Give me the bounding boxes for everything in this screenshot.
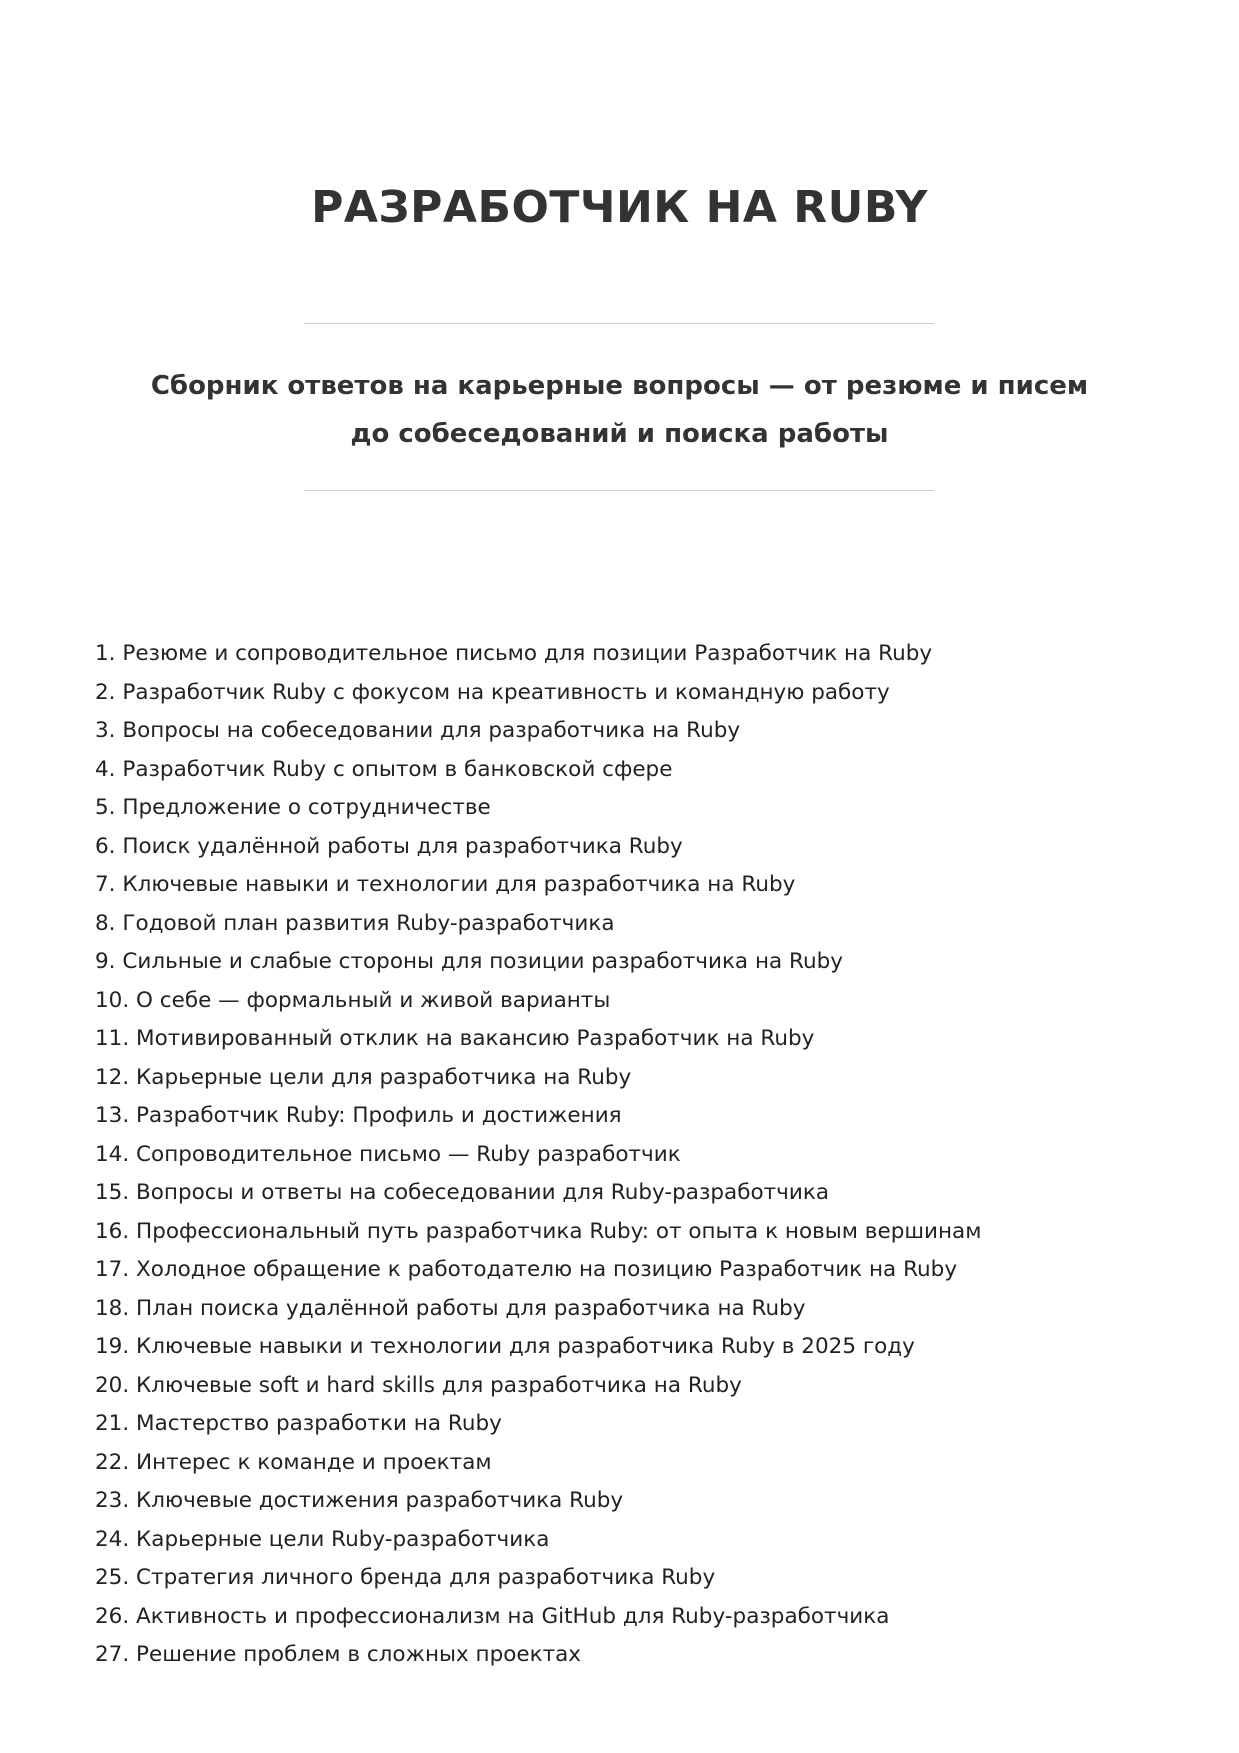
toc-item: 12. Карьерные цели для разработчика на Ruby [95, 1064, 632, 1090]
toc-item: 27. Решение проблем в сложных проектах [95, 1642, 582, 1667]
toc-item: 3. Вопросы на собеседовании для разработчика на Ruby [95, 718, 741, 743]
toc-item: 16. Профессиональный путь разработчика Ruby: от опыта к новым вершинам [95, 1218, 982, 1244]
toc-item: 22. Интерес к команде и проектам [95, 1449, 492, 1475]
title-divider-top [304, 323, 934, 324]
title-divider-bottom [304, 490, 934, 491]
toc-item: 24. Карьерные цели Ruby-разработчика [95, 1526, 550, 1552]
toc-item: 2. Разработчик Ruby с фокусом на креативность и командную работу [95, 679, 890, 705]
toc-item: 15. Вопросы и ответы на собеседовании для Ruby-разработчика [95, 1180, 829, 1205]
toc-item: 7. Ключевые навыки и технологии для разработчика на Ruby [95, 872, 796, 897]
toc-item: 5. Предложение о сотрудничестве [95, 795, 491, 820]
toc-item: 20. Ключевые soft и hard skills для разработчика на Ruby [95, 1372, 742, 1398]
toc-item: 11. Мотивированный отклик на вакансию Разработчик на Ruby [95, 1026, 815, 1051]
toc-item: 21. Мастерство разработки на Ruby [95, 1411, 502, 1436]
toc-item: 13. Разработчик Ruby: Профиль и достижения [95, 1103, 622, 1128]
toc-item: 17. Холодное обращение к работодателю на позицию Разработчик на Ruby [95, 1257, 958, 1282]
toc-item: 14. Сопроводительное письмо — Ruby разработчик [95, 1141, 681, 1167]
document-subtitle: Сборник ответов на карьерные вопросы — от резюме и писем до собеседований и поиска работы [150, 371, 1089, 449]
toc-item: 6. Поиск удалённой работы для разработчика Ruby [95, 833, 683, 859]
toc-item: 9. Сильные и слабые стороны для позиции разработчика на Ruby [95, 949, 843, 974]
table-of-contents [95, 635, 1155, 1675]
toc-item: 19. Ключевые навыки и технологии для разработчика Ruby в 2025 году [95, 1334, 915, 1359]
toc-item: 25. Стратегия личного бренда для разработчика Ruby [95, 1565, 716, 1590]
toc-item: 23. Ключевые достижения разработчика Ruby [95, 1488, 624, 1513]
toc-item: 4. Разработчик Ruby с опытом в банковской сфере [95, 756, 673, 782]
toc-item: 8. Годовой план развития Ruby-разработчика [95, 910, 615, 936]
document-title: РАЗРАБОТЧИК НА RUBY [311, 182, 928, 233]
toc-item: 1. Резюме и сопроводительное письмо для позиции Разработчик на Ruby [95, 641, 933, 666]
toc-item: 10. О себе — формальный и живой варианты [95, 987, 611, 1013]
toc-item: 26. Активность и профессионализм на GitHub для Ruby-разработчика [95, 1603, 890, 1629]
toc-item: 18. План поиска удалённой работы для разработчика на Ruby [95, 1295, 806, 1321]
